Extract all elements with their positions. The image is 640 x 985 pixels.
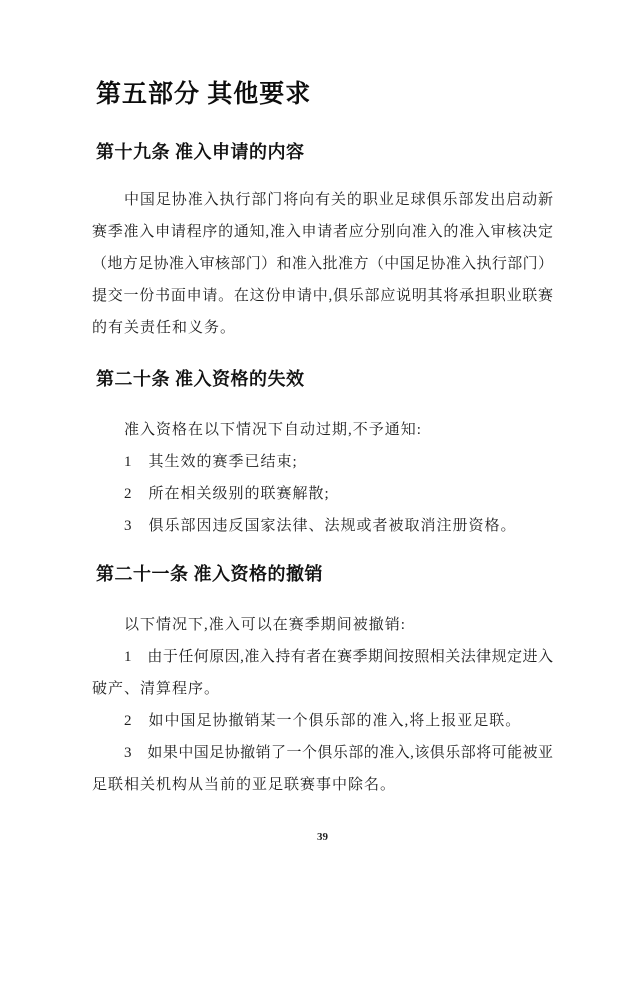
text-line: 2 如中国足协撤销某一个俱乐部的准入,将上报亚足联。: [124, 713, 522, 729]
text-line: 3 如果中国足协撤销了一个俱乐部的准入,该俱乐部将可能被亚: [124, 745, 553, 761]
article-21-body: [92, 609, 553, 801]
document-page: [0, 80, 640, 985]
text-line: 1 其生效的赛季已结束;: [124, 454, 298, 470]
article-21-heading: 第二十一条 准入资格的撤销: [96, 564, 323, 584]
article-19-heading: 第十九条 准入申请的内容: [96, 142, 305, 162]
text-line: 破产、清算程序。: [92, 681, 221, 697]
document-part-title: 第五部分 其他要求: [96, 81, 312, 108]
page-number: 39: [317, 831, 328, 843]
text-line: （地方足协准入审核部门）和准入批准方（中国足协准入执行部门）: [92, 256, 553, 272]
text-line: 足联相关机构从当前的亚足联赛事中除名。: [92, 777, 397, 793]
text-line: 3 俱乐部因违反国家法律、法规或者被取消注册资格。: [124, 518, 517, 534]
text-line: 准入资格在以下情况下自动过期,不予通知:: [124, 422, 422, 438]
text-line: 的有关责任和义务。: [92, 320, 237, 336]
text-line: 1 由于任何原因,准入持有者在赛季期间按照相关法律规定进入: [124, 649, 553, 665]
text-line: 提交一份书面申请。在这份申请中,俱乐部应说明其将承担职业联赛: [92, 288, 553, 304]
text-line: 赛季准入申请程序的通知,准入申请者应分别向准入的准入审核决定: [92, 224, 553, 240]
text-line: 以下情况下,准入可以在赛季期间被撤销:: [124, 617, 406, 633]
article-20-body: [92, 414, 553, 542]
article-20-heading: 第二十条 准入资格的失效: [96, 369, 305, 389]
article-19-body: [92, 184, 553, 344]
text-line: 中国足协准入执行部门将向有关的职业足球俱乐部发出启动新: [124, 192, 553, 208]
text-line: 2 所在相关级别的联赛解散;: [124, 486, 330, 502]
